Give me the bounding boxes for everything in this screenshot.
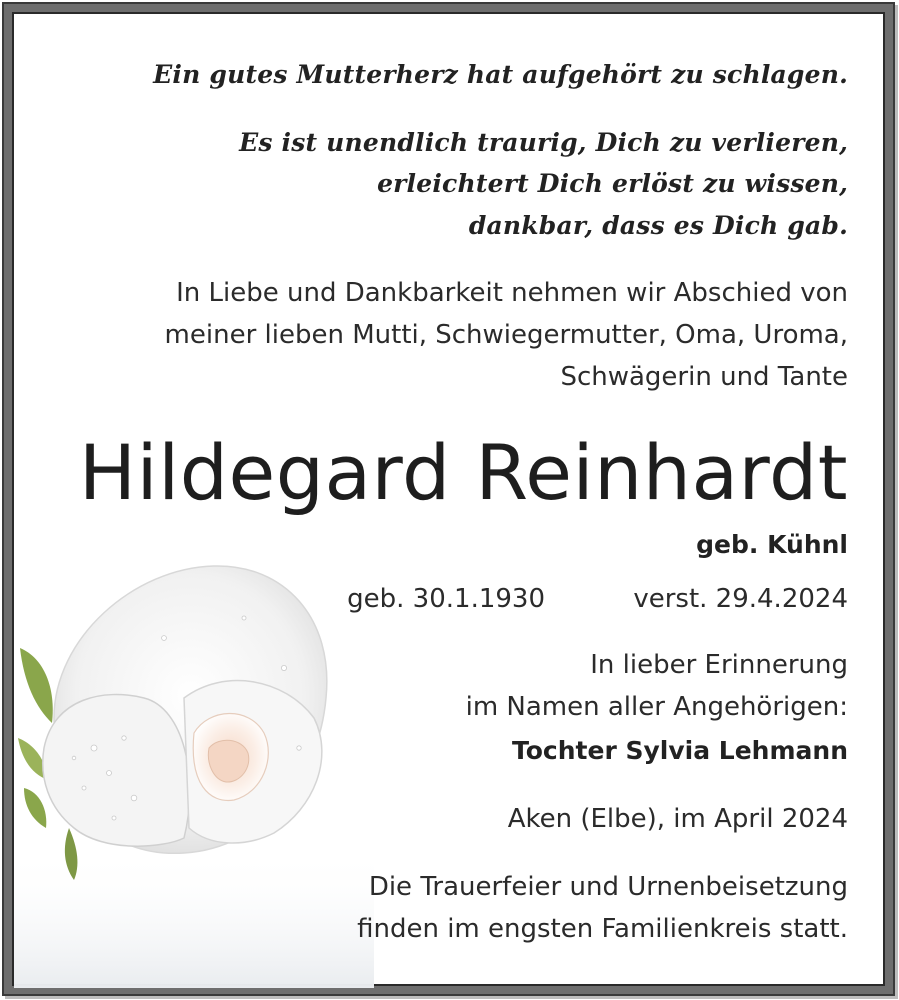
motto-line-1: Ein gutes Mutterherz hat aufgehört zu schlagen. [153, 60, 848, 89]
intro-line-2: meiner lieben Mutti, Schwiegermutter, Oma, Uroma, [164, 320, 848, 350]
ceremony-line-1: Die Trauerfeier und Urnenbeisetzung [368, 872, 848, 902]
motto-line-2: Es ist unendlich traurig, Dich zu verlieren, [239, 128, 848, 157]
ceremony-line-2: finden im engsten Familienkreis statt. [357, 914, 848, 944]
signer-name: Tochter Sylvia Lehmann [512, 736, 848, 765]
intro-line-3: Schwägerin und Tante [560, 362, 848, 392]
motto-line-4: dankbar, dass es Dich gab. [468, 211, 848, 240]
birth-date: geb. 30.1.1930 [347, 584, 545, 614]
deceased-name: Hildegard Reinhardt [78, 428, 848, 517]
notice-text [40, 0, 848, 1000]
signoff-line-2: im Namen aller Angehörigen: [465, 692, 848, 722]
death-date: verst. 29.4.2024 [633, 584, 848, 614]
maiden-name: geb. Kühnl [696, 530, 848, 559]
signoff-line-1: In lieber Erinnerung [590, 650, 848, 680]
intro-line-1: In Liebe und Dankbarkeit nehmen wir Abschied von [176, 278, 848, 308]
motto-line-3: erleichtert Dich erlöst zu wissen, [377, 169, 848, 198]
place-date: Aken (Elbe), im April 2024 [507, 804, 848, 834]
